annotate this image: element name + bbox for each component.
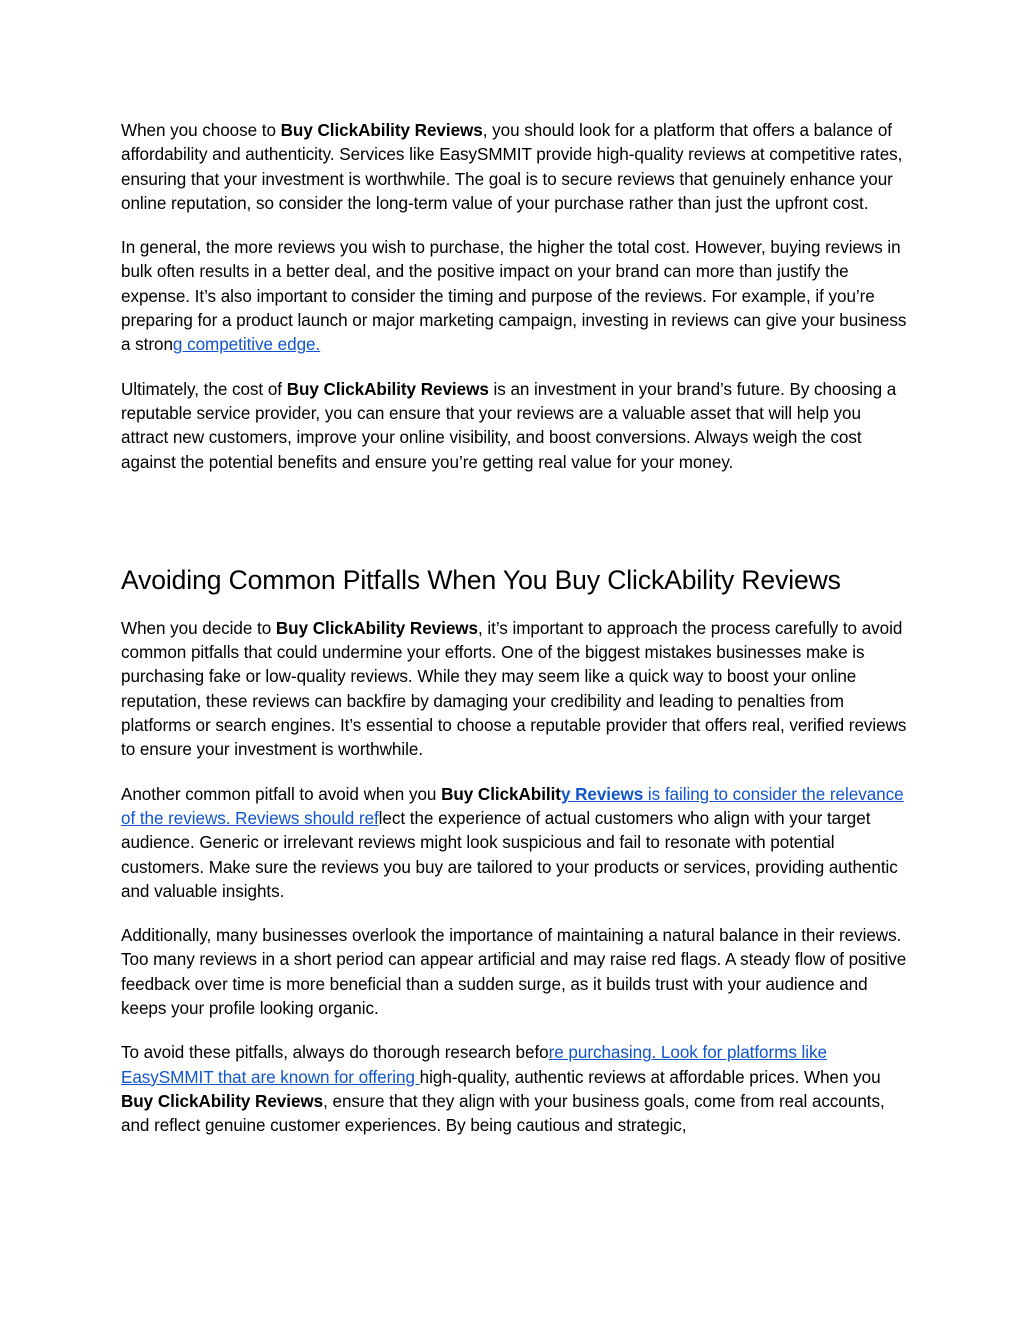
section-heading: Avoiding Common Pitfalls When You Buy ClickAbility Reviews [121, 564, 841, 595]
bold-keyword: Buy ClickAbility Reviews [280, 121, 483, 140]
paragraph-approach-carefully [121, 617, 911, 763]
heading-spacer [121, 596, 911, 617]
text-run: When you choose to [121, 121, 281, 140]
link-text: is failing to consider the relevance of the reviews. Reviews should ref [121, 784, 904, 828]
competitive-edge-link[interactable]: g competitive edge. [172, 335, 321, 355]
text-run: When you decide to [121, 618, 276, 638]
text-run: Additionally, many businesses overlook the importance of maintaining a natural balance in their reviews. Too many reviews in a short period can appear artificial and may raise red flags. A steady flow of positive feedback over time is more beneficial than a sudden surge, as it builds trust with your audience and keeps your profile looking organic. [121, 926, 907, 1019]
paragraph-research [121, 1041, 911, 1138]
section-spacer [121, 495, 911, 564]
paragraph-relevance [121, 783, 911, 904]
text-run: Another common pitfall to avoid when you [121, 784, 442, 804]
text-run: lect the experience of actual customers who align with your target audience. Generic or irrelevant reviews might look suspicious and fail to resonate with potential customers. Make sure the reviews you buy are tailored to your products or services, providing authentic and valuable insights. [121, 808, 898, 901]
platforms-link[interactable]: re purchasing. Look for platforms like EasySMMIT that are known for offering [121, 1043, 827, 1087]
bold-keyword: Buy ClickAbility Reviews [286, 379, 489, 399]
bold-keyword: Buy ClickAbilit [441, 784, 561, 804]
text-run: , it’s important to approach the process carefully to avoid common pitfalls that could undermine your efforts. One of the biggest mistakes businesses make is purchasing fake or low-quality reviews. While they may seem like a quick way to boost your online reputation, these reviews can backfire by damaging your credibility and leading to penalties from platforms or search engines. It’s essential to choose a reputable provider that offers real, verified reviews to ensure your investment is worthwhile. [121, 618, 907, 760]
bold-link-keyword: y Reviews [560, 784, 644, 804]
paragraph-bulk-cost [121, 236, 911, 357]
text-run: high-quality, authentic reviews at affordable prices. When you [419, 1067, 881, 1087]
bold-keyword: Buy ClickAbility Reviews [121, 1091, 324, 1111]
text-run: , you should look for a platform that offers a balance of affordability and authenticity. Services like EasySMMIT provide high-quality reviews at competitive rates, ensuring that your investment is worthwhile. The goal is to secure reviews that genuinely enhance your online reputation, so consider the long-term value of your purchase rather than just the upfront cost. [121, 121, 903, 213]
text-run: In general, the more reviews you wish to purchase, the higher the total cost. However, buying reviews in bulk often results in a better deal, and the positive impact on your brand can more than justify the expense. It’s also important to consider the timing and purpose of the reviews. For example, if you’re preparing for a product launch or major marketing campaign, investing in reviews can give your business a stron [121, 238, 907, 355]
text-run: Ultimately, the cost of [121, 379, 287, 399]
bold-keyword: Buy ClickAbility Reviews [275, 618, 478, 638]
text-run: To avoid these pitfalls, always do thorough research befo [121, 1043, 549, 1063]
paragraph-investment [121, 378, 911, 475]
paragraph-pricing-balance [121, 119, 911, 216]
text-run: is an investment in your brand’s future. By choosing a reputable service provider, you can ensure that your reviews are a valuable asset that will help you attract new customers, improve your online visibility, and boost conversions. Always weigh the cost against the potential benefits and ensure you’re getting real value for your money. [121, 379, 897, 472]
paragraph-natural-balance [121, 924, 911, 1021]
text-run: , ensure that they align with your business goals, come from real accounts, and reflect genuine customer experiences. By being cautious and strategic, [121, 1091, 885, 1136]
document-page [121, 119, 911, 1159]
